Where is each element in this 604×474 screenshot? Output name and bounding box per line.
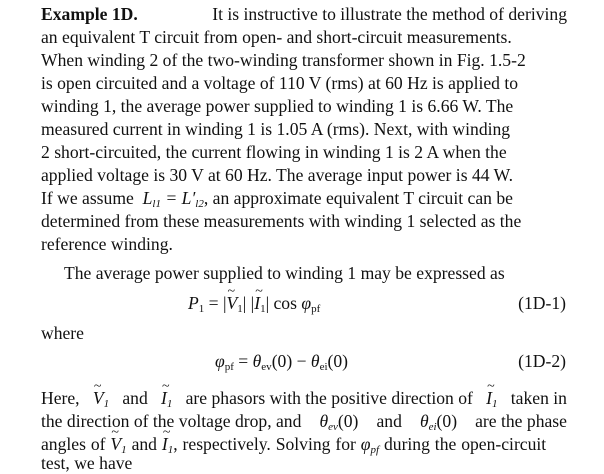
equation-1-number: (1D-1) <box>518 293 566 313</box>
final-line-1-here: Here, <box>41 388 80 408</box>
symbol-v1: ~ $V_1$ <box>93 387 109 409</box>
final-line-3-and: and <box>131 434 157 454</box>
example-line-1 <box>41 3 567 25</box>
assume-equation: $L_{l1} = L'_{l2}$ <box>138 188 204 210</box>
final-line-2-end: are the phase <box>475 411 567 431</box>
final-line-2-and: and <box>376 411 402 431</box>
final-line-1-end: taken in <box>510 388 567 408</box>
equation-2: $\varphi_{pf} = \theta_{ev}(0) - \theta_{ei}(0)$ <box>215 351 349 373</box>
example-line-9 <box>41 187 567 209</box>
equation-1: $P_1$ = |~ $V_1|$ |~ $I_1|$ $\cos \varphi_{pf}$ <box>188 292 320 314</box>
example-line-8: applied voltage is 30 V at 60 Hz. The average input power is 44 W. <box>41 165 514 185</box>
final-line-4: test, we have <box>41 453 133 473</box>
assume-after: , an approximate equivalent T circuit can be <box>203 188 513 208</box>
example-label: Example 1D. <box>41 4 138 24</box>
symbol-i1-c: ~ $I_1$ <box>162 434 173 454</box>
equation-2-number: (1D-2) <box>518 351 566 371</box>
symbol-i1-b: ~ $I_1$ <box>486 387 497 409</box>
final-line-3-before: angles of <box>41 434 106 454</box>
example-line-1-text: It is instructive to illustrate the method of deriving <box>212 4 567 24</box>
example-line-2: an equivalent T circuit from open- and short-circuit measurements. <box>41 27 512 47</box>
final-line-1-and: and <box>122 388 148 408</box>
symbol-theta-ei: $\theta_{ei}(0)$ <box>419 411 458 433</box>
example-line-7: 2 short-circuited, the current flowing in winding 1 is 2 A when the <box>41 142 507 162</box>
final-line-1-mid: are phasors with the positive direction of <box>185 388 473 408</box>
assume-before: If we assume <box>41 188 134 208</box>
symbol-theta-ev: $\theta_{ev}(0)$ <box>319 411 359 433</box>
final-line-2 <box>41 410 567 432</box>
final-line-3-end: during the open-circuit <box>383 434 547 454</box>
final-line-3-mid: , respectively. Solving for <box>173 434 356 454</box>
example-line-5: winding 1, the average power supplied to winding 1 is 6.66 W. The <box>41 96 514 116</box>
example-line-6: measured current in winding 1 is 1.05 A (rms). Next, with winding <box>41 119 511 139</box>
example-line-10: determined from these measurements with winding 1 selected as the <box>41 211 522 231</box>
example-line-3: When winding 2 of the two-winding transformer shown in Fig. 1.5-2 <box>41 50 526 70</box>
symbol-v1-b: ~ $V_1$ <box>110 434 126 454</box>
symbol-i1: ~ $I_1$ <box>161 387 172 409</box>
final-line-2-before: the direction of the voltage drop, and <box>41 411 302 431</box>
example-line-4: is open circuited and a voltage of 110 V (rms) at 60 Hz is applied to <box>41 73 519 93</box>
symbol-phi-pf: $\varphi_{pf}$ <box>360 434 380 456</box>
example-line-11: reference winding. <box>41 234 173 254</box>
where-label: where <box>41 323 84 343</box>
intro-line: The average power supplied to winding 1 may be expressed as <box>64 263 505 283</box>
final-line-1 <box>41 387 567 409</box>
